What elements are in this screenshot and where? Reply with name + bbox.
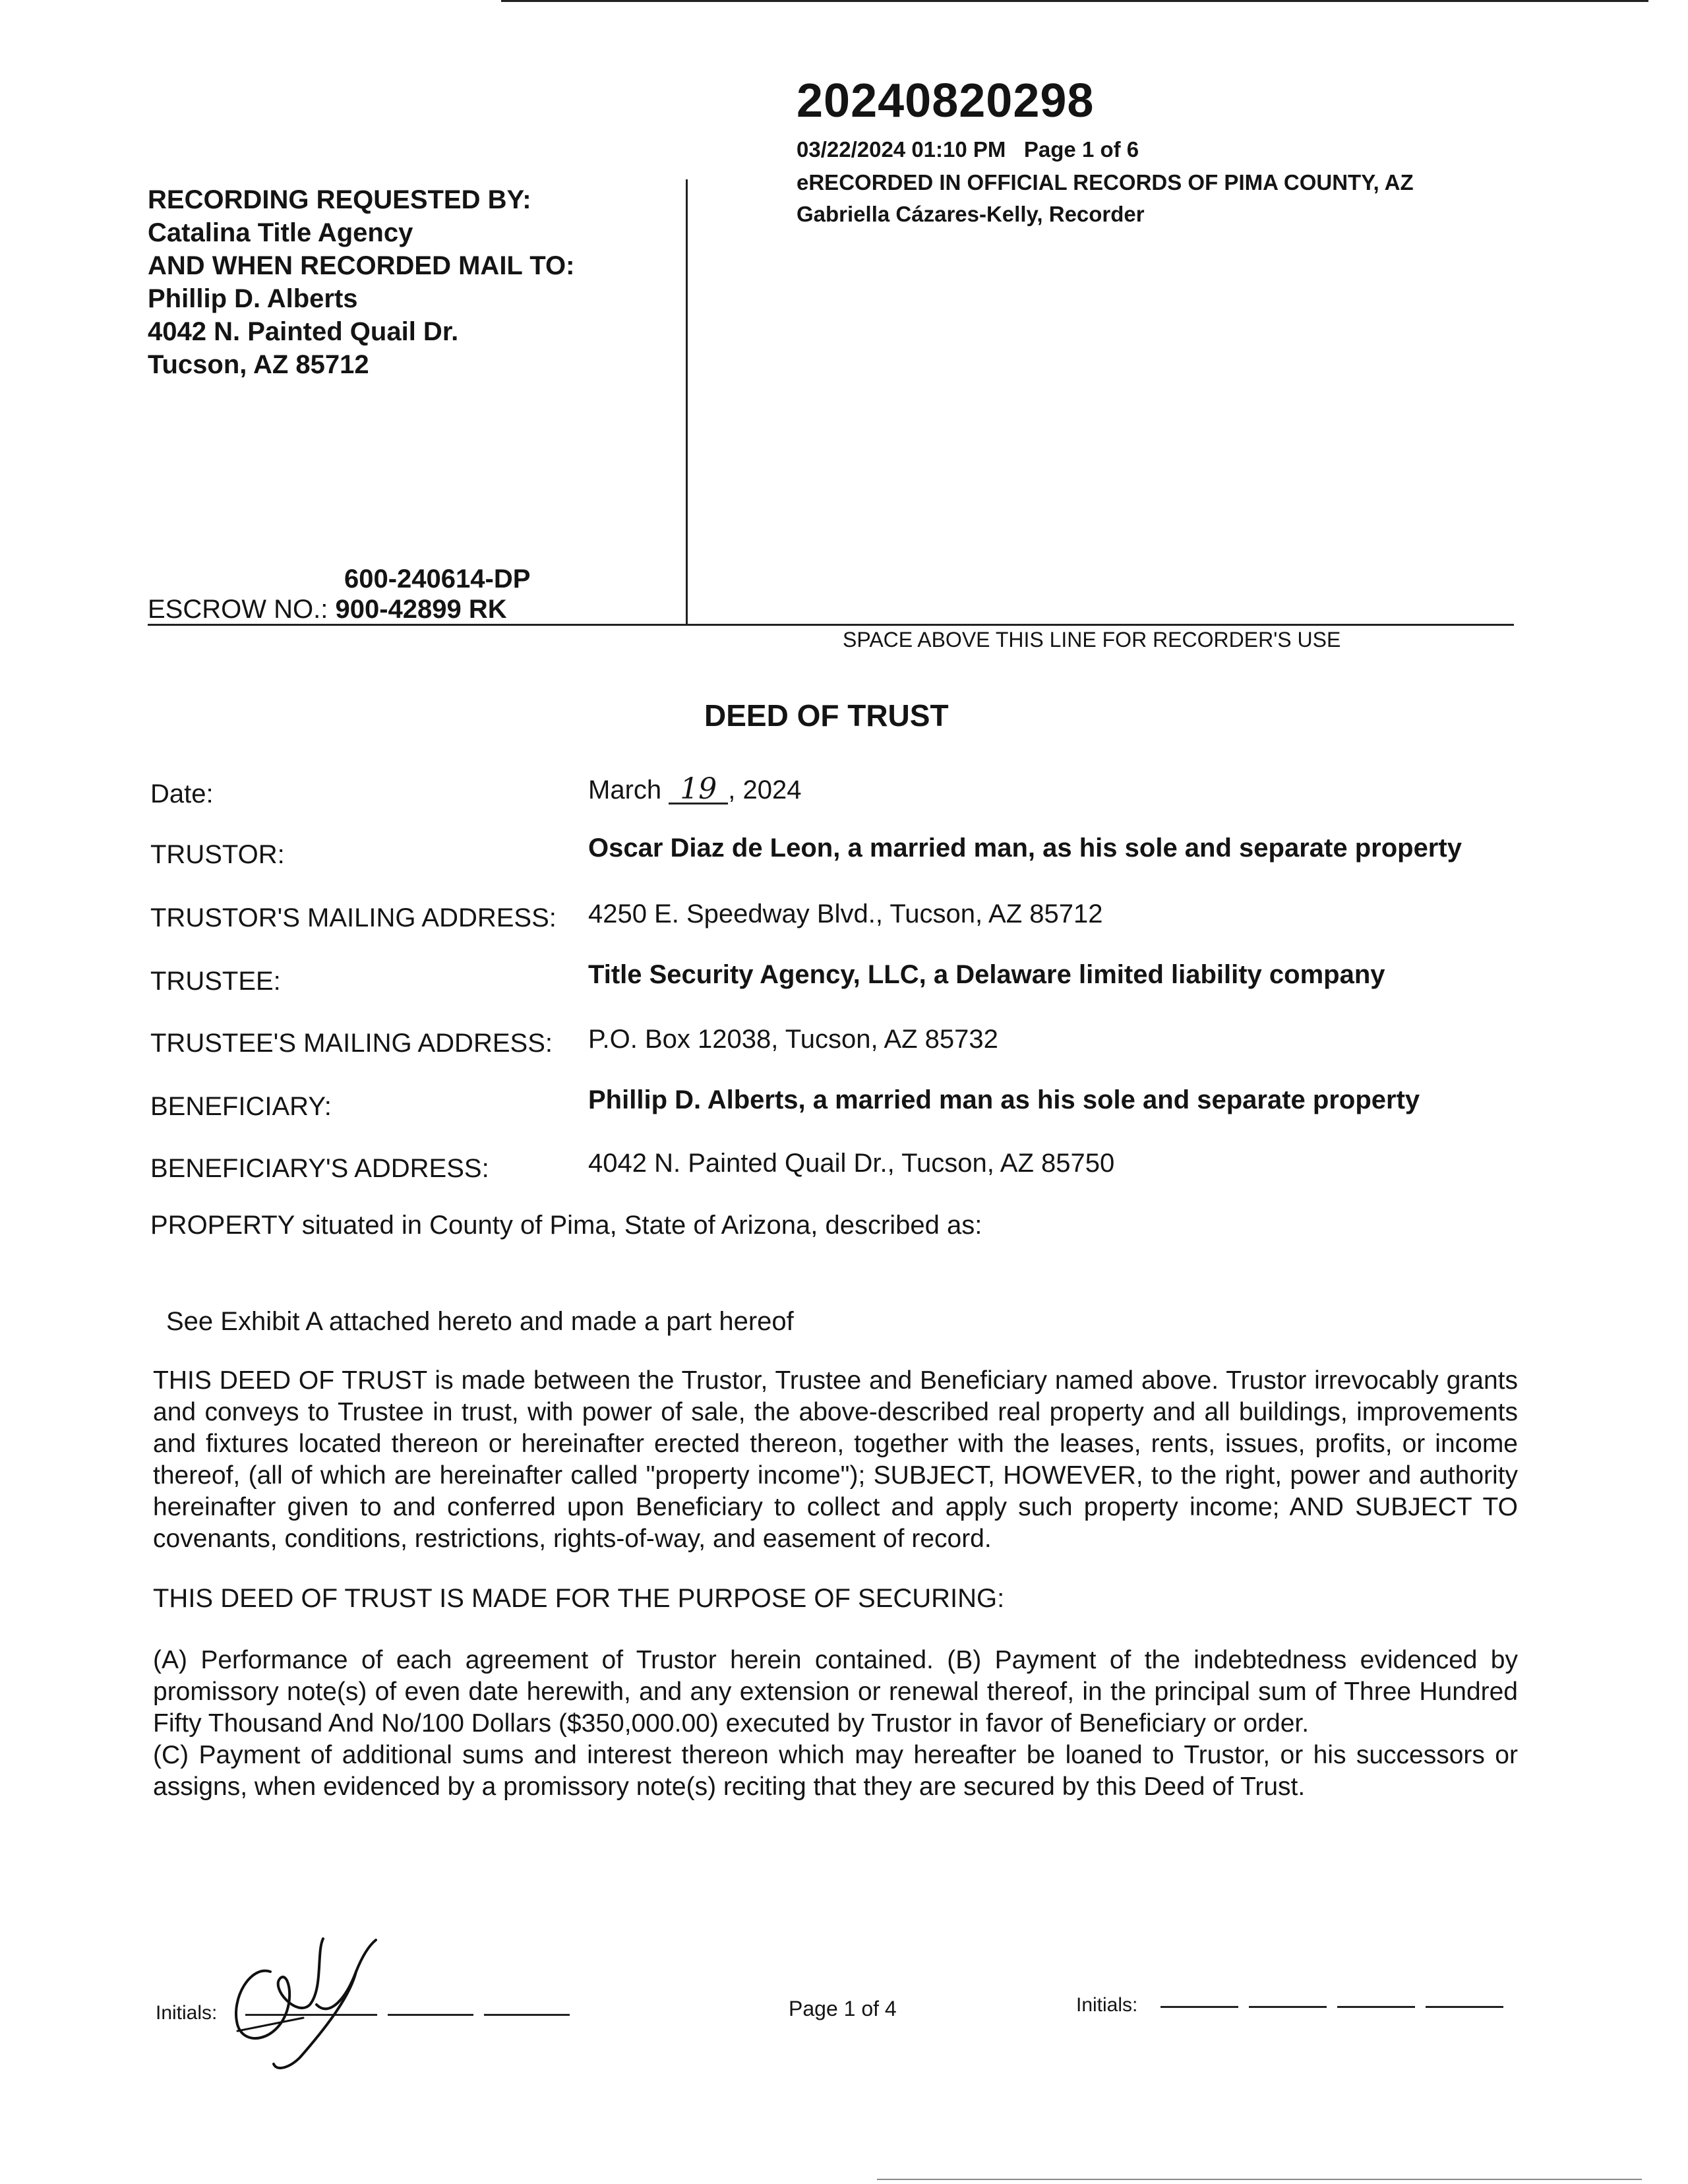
initials-blank xyxy=(1337,1999,1415,2008)
page-number: Page 1 of 4 xyxy=(789,1997,897,2020)
date-month: March xyxy=(588,775,669,804)
recording-datetime: 03/22/2024 01:10 PM Page 1 of 6 xyxy=(797,137,1139,162)
purpose-heading: THIS DEED OF TRUST IS MADE FOR THE PURPOSE OF SECURING: xyxy=(153,1584,1005,1613)
field-label-date: Date: xyxy=(150,779,214,808)
exhibit-line: See Exhibit A attached hereto and made a part hereof xyxy=(166,1307,794,1336)
initials-blank xyxy=(1426,1999,1503,2008)
field-value-trustor-address: 4250 E. Speedway Blvd., Tucson, AZ 85712 xyxy=(588,899,1103,928)
field-label-beneficiary: BENEFICIARY: xyxy=(150,1092,332,1121)
mail-to-name: Phillip D. Alberts xyxy=(148,284,358,313)
initials-blank xyxy=(388,2007,473,2016)
document-number: 20240820298 xyxy=(797,75,1095,127)
header-vertical-divider xyxy=(686,179,688,625)
initials-blank xyxy=(1160,1999,1238,2008)
escrow-line xyxy=(148,595,507,624)
recorder-space-line xyxy=(148,624,1514,626)
requested-by-name: Catalina Title Agency xyxy=(148,218,413,247)
date-year: , 2024 xyxy=(728,775,802,804)
field-value-beneficiary-address: 4042 N. Painted Quail Dr., Tucson, AZ 85750 xyxy=(588,1149,1115,1178)
initials-right-label: Initials: xyxy=(1076,1994,1138,2016)
escrow-number: 900-42899 RK xyxy=(335,595,507,624)
recording-requested-block xyxy=(148,183,574,381)
field-value-beneficiary: Phillip D. Alberts, a married man as his sole and separate property xyxy=(588,1085,1420,1114)
purpose-paragraph-c: (C) Payment of additional sums and interest thereon which may hereafter be loaned to Trustor, or his successors or assigns, when evidenced by a promissory note(s) reciting that they are secured by this Deed of Trust. xyxy=(153,1741,1518,1801)
field-value-trustee-address: P.O. Box 12038, Tucson, AZ 85732 xyxy=(588,1025,998,1054)
field-label-trustee-address: TRUSTEE'S MAILING ADDRESS: xyxy=(150,1029,553,1058)
mail-to-street: 4042 N. Painted Quail Dr. xyxy=(148,317,459,346)
escrow-reference: 600-240614-DP xyxy=(344,564,531,593)
field-label-trustor-address: TRUSTOR'S MAILING ADDRESS: xyxy=(150,903,557,932)
field-value-date xyxy=(588,772,802,806)
field-label-beneficiary-address: BENEFICIARY'S ADDRESS: xyxy=(150,1154,489,1183)
field-value-trustor: Oscar Diaz de Leon, a married man, as his sole and separate property xyxy=(588,834,1462,863)
initials-right-blanks xyxy=(1160,1999,1514,2011)
initials-blank xyxy=(1249,1999,1327,2008)
top-border-line xyxy=(501,0,1648,2)
purpose-paragraph-ab: (A) Performance of each agreement of Trustor herein contained. (B) Payment of the indebtedness evidenced by promissory note(s) of even date herewith, and any extension or renewal thereof, in the principal sum of Three Hundred Fifty Thousand And No/100 Dollars ($350,000.00) executed by Trustor in favor of Beneficiary or order. xyxy=(153,1646,1518,1738)
document-title: DEED OF TRUST xyxy=(704,698,949,733)
initials-blank xyxy=(484,2007,570,2016)
signature-initials xyxy=(224,1926,396,2077)
date-day-handwritten: 19 xyxy=(669,776,728,804)
property-line: PROPERTY situated in County of Pima, State of Arizona, described as: xyxy=(150,1211,982,1240)
requested-by-label: RECORDING REQUESTED BY: xyxy=(148,185,531,214)
mail-to-label: AND WHEN RECORDED MAIL TO: xyxy=(148,251,575,280)
recorder-line: Gabriella Cázares-Kelly, Recorder xyxy=(797,202,1145,226)
field-label-trustee: TRUSTEE: xyxy=(150,967,281,996)
field-value-trustee: Title Security Agency, LLC, a Delaware limited liability company xyxy=(588,960,1385,989)
main-paragraph: THIS DEED OF TRUST is made between the Trustor, Trustee and Beneficiary named above. Trustor irrevocably grants and conveys to Trustee in trust, with power of sale, the above-described real property and all buildings, improvements and fixtures located thereon or hereinafter erected thereon, together with the leases, rents, issues, profits, or income thereof, (all of which are hereinafter called "property income"); SUBJECT, HOWEVER, to the right, power and authority hereinafter given to and conferred upon Beneficiary to collect and apply such property income; AND SUBJECT TO covenants, conditions, restrictions, rights-of-way, and easement of record. xyxy=(153,1366,1518,1553)
recorder-space-label: SPACE ABOVE THIS LINE FOR RECORDER'S USE xyxy=(843,628,1341,652)
bottom-border-line xyxy=(877,2179,1642,2180)
initials-left-label: Initials: xyxy=(156,2002,218,2024)
escrow-label: ESCROW NO.: xyxy=(148,595,328,624)
erecorded-line: eRECORDED IN OFFICIAL RECORDS OF PIMA COUNTY, AZ xyxy=(797,170,1414,195)
field-label-trustor: TRUSTOR: xyxy=(150,840,285,869)
mail-to-city: Tucson, AZ 85712 xyxy=(148,350,369,379)
